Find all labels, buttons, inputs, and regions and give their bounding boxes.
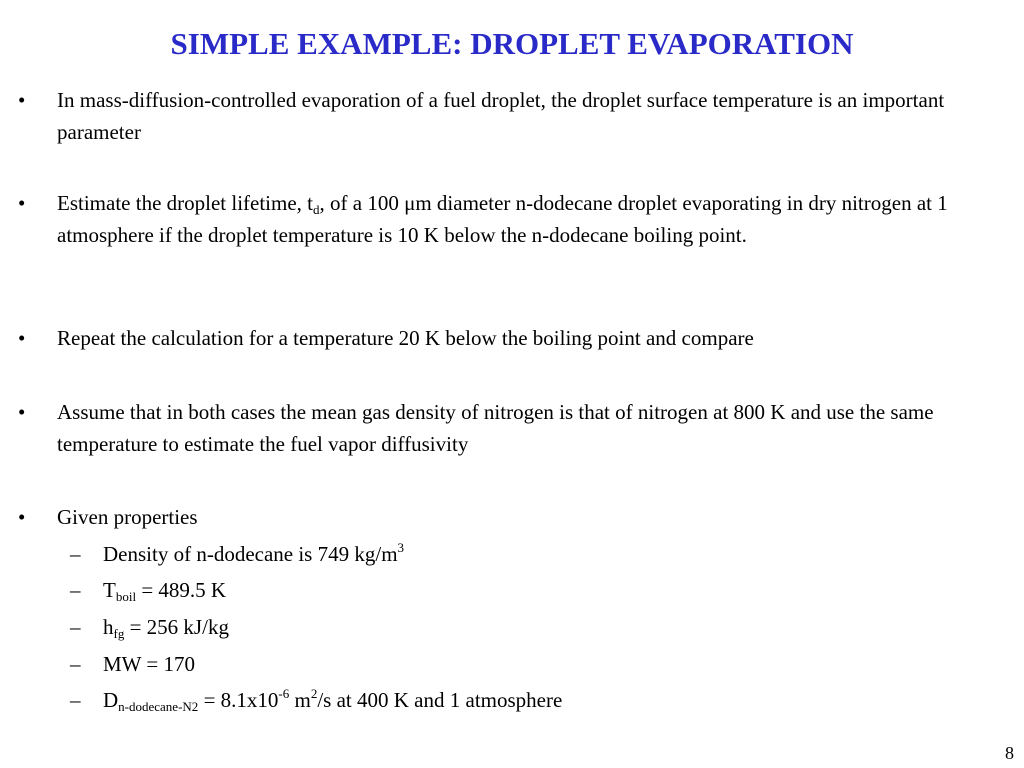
d-symbol: D <box>103 688 119 712</box>
sub-bullet-diffusivity <box>70 684 1003 716</box>
bullet-text-part: Estimate the droplet lifetime, t <box>57 191 314 215</box>
d-value: /s at 400 K and 1 atmosphere <box>317 688 563 712</box>
bullet-marker: • <box>18 326 26 350</box>
bullet-marker: • <box>18 505 26 529</box>
bullet-item <box>18 396 1007 460</box>
bullet-text: Given properties <box>57 505 198 529</box>
tboil-value: = 489.5 K <box>136 578 227 602</box>
slide-title: SIMPLE EXAMPLE: DROPLET EVAPORATION <box>170 26 854 61</box>
sub-bullet-marker: – <box>70 615 81 639</box>
subscript: d <box>313 202 320 217</box>
sub-bullet-marker: – <box>70 688 81 712</box>
bullet-item <box>18 84 1007 148</box>
bullet-text: In mass-diffusion-controlled evaporation of a fuel droplet, the droplet surface temperature is an important parameter <box>57 88 945 144</box>
d-value: = 8.1x10 <box>198 688 279 712</box>
subscript: n-dodecane-N2 <box>118 699 199 714</box>
superscript: 2 <box>310 686 318 701</box>
sub-bullet-tboil <box>70 574 1003 606</box>
sub-bullet-mw <box>70 648 1003 680</box>
bullet-item <box>18 501 1007 533</box>
bullet-item <box>18 187 1007 251</box>
sub-bullet-marker: – <box>70 578 81 602</box>
bullet-marker: • <box>18 88 26 112</box>
superscript: 3 <box>397 540 405 555</box>
d-value: m <box>289 688 311 712</box>
mw-text: MW = 170 <box>103 652 195 676</box>
subscript: fg <box>113 626 125 641</box>
hfg-value: = 256 kJ/kg <box>124 615 229 639</box>
tboil-symbol: T <box>103 578 116 602</box>
sub-bullet-density <box>70 538 1003 570</box>
sub-bullet-hfg <box>70 611 1003 643</box>
hfg-symbol: h <box>103 615 114 639</box>
superscript: -6 <box>278 686 290 701</box>
sub-bullet-marker: – <box>70 542 81 566</box>
bullet-text: Assume that in both cases the mean gas density of nitrogen is that of nitrogen at 800 K and use the same temperature to estimate the fuel vapor diffusivity <box>57 400 934 456</box>
density-text: Density of n-dodecane is 749 kg/m <box>103 542 398 566</box>
page-number: 8 <box>1005 743 1014 763</box>
bullet-marker: • <box>18 191 26 215</box>
sub-bullet-marker: – <box>70 652 81 676</box>
bullet-text: Repeat the calculation for a temperature 20 K below the boiling point and compare <box>57 326 754 350</box>
bullet-item <box>18 322 1007 354</box>
subscript: boil <box>115 589 137 604</box>
bullet-text <box>57 191 948 247</box>
bullet-text-part: , of a 100 μm diameter n-dodecane droplet evaporating in dry nitrogen at 1 atmosphere if the droplet temperature is 10 K below the n-dodecane boiling point. <box>57 191 948 247</box>
bullet-marker: • <box>18 400 26 424</box>
